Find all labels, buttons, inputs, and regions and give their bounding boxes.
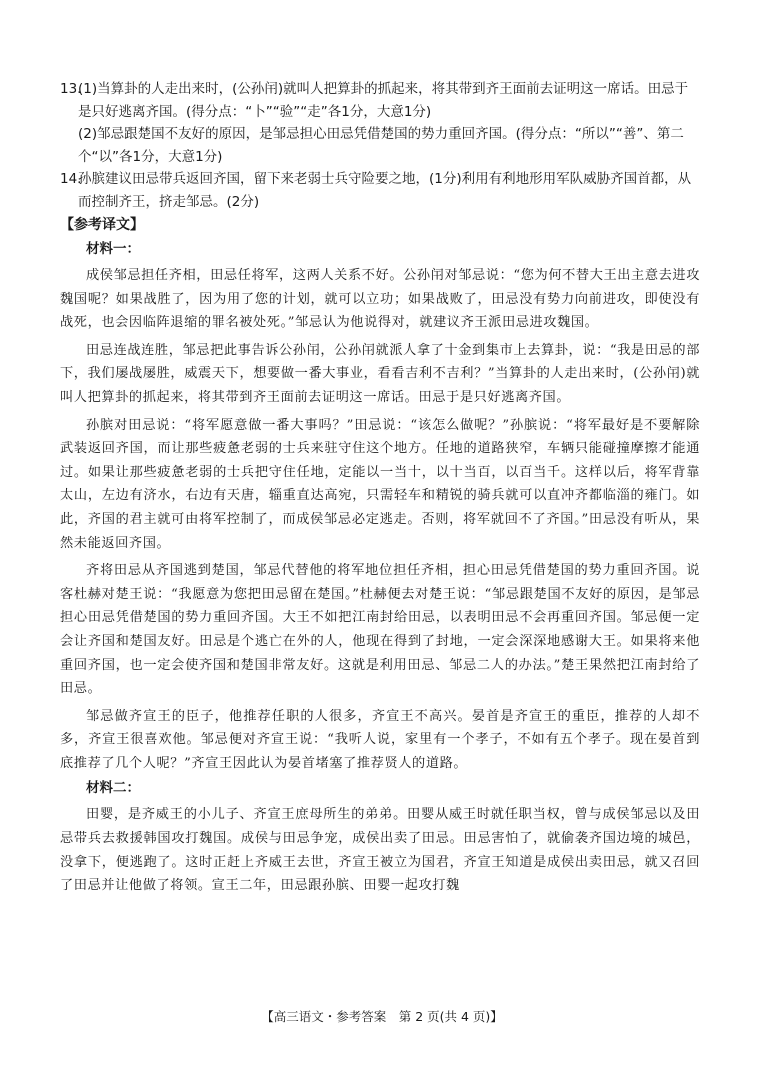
material2-paragraph: 田婴，是齐威王的小儿子、齐宣王庶母所生的弟弟。田婴从威王时就任职当权，曾与成侯邹忌以及田忌带兵去救援韩国攻打魏国。成侯与田忌争宠，成侯出卖了田忌。田忌害怕了，就偷袭齐国边境的城邑，没拿下，便逃跑了。这时正赶上齐威王去世，齐宣王被立为国君，齐宣王知道是成侯出卖田忌，就又召回了田忌并让他做了将领。宣王二年，田忌跟孙膑、田婴一起攻打魏 [60,807,700,894]
material1-title: 材料一： [86,241,140,257]
question-number-14: 14. [60,171,82,187]
answer-q13-part1 [60,78,700,123]
answer-q14-text: 孙膑建议田忌带兵返回齐国，留下来老弱士兵守险要之地，(1分)利用有利地形用军队威胁齐国首都，从而控制齐王，挤走邹忌。(2分) [78,171,692,210]
translation-heading: 【参考译文】 [60,217,144,233]
material1-paragraph: 齐将田忌从齐国逃到楚国，邹忌代替他的将军地位担任齐相，担心田忌凭借楚国的势力重回齐国。说客杜赫对楚王说：“我愿意为您把田忌留在楚国。”杜赫便去对楚王说：“邹忌跟楚国不友好的原因，是邹忌担心田忌凭借楚国的势力重回齐国。大王不如把江南封给田忌，以表明田忌不会再重回齐国。邹忌便一定会让齐国和楚国友好。田忌是个逃亡在外的人，他现在得到了封地，一定会深深地感谢大王。如果将来他重回齐国，也一定会使齐国和楚国非常友好。这就是利用田忌、邹忌二人的办法。”楚王果然把江南封给了田忌。 [60,563,700,697]
answer-q13 [60,78,700,168]
answer-q14 [60,168,700,213]
page-footer: 【高三语文・参考答案 第 2 页(共 4 页)】 [261,1009,503,1024]
material1-paragraph: 成侯邹忌担任齐相，田忌任将军，这两人关系不好。公孙闬对邹忌说：“您为何不替大王出主意去进攻魏国呢？如果战胜了，因为用了您的计划，就可以立功；如果战败了，田忌没有势力向前进攻，即使没有战死，也会因临阵退缩的罪名被处死。”邹忌认为他说得对，就建议齐王派田忌进攻魏国。 [60,268,700,331]
material1-paragraph: 邹忌做齐宣王的臣子，他推荐任职的人很多，齐宣王不高兴。晏首是齐宣王的重臣，推荐的人却不多，齐宣王很喜欢他。邹忌便对齐宣王说：“我听人说，家里有一个孝子，不如有五个孝子。现在晏首到底推荐了几个人呢？”齐宣王因此认为晏首堵塞了推荐贤人的道路。 [60,708,700,771]
answer-q14-body [60,168,700,213]
answer-q13-line1: (1)当算卦的人走出来时，(公孙闬)就叫人把算卦的抓起来，将其带到齐王面前去证明这一席话。田忌于是只好逃离齐国。(得分点：“卜”“验”“走”各1分，大意1分) [78,81,689,120]
material1-paragraph: 孙膑对田忌说：“将军愿意做一番大事吗？”田忌说：“该怎么做呢？”孙膑说：“将军最好是不要解除武装返回齐国，而让那些疲惫老弱的士兵来驻守住这个地方。任地的道路狭窄，车辆只能碰撞摩擦才能通过。如果让那些疲惫老弱的士兵把守住任地，定能以一当十，以十当百，以百当千。这样以后，将军背靠太山，左边有济水，右边有天唐，辎重直达高宛，只需轻车和精锐的骑兵就可以直冲齐都临淄的雍门。如此，齐国的君主就可由将军控制了，而成侯邹忌必定逃走。否则，将军就回不了齐国。”田忌没有听从，果然未能返回齐国。 [60,417,700,551]
material1-paragraph: 田忌连战连胜，邹忌把此事告诉公孙闬，公孙闬就派人拿了十金到集市上去算卦，说：“我是田忌的部下，我们屡战屡胜，威震天下，想要做一番大事业，看看吉利不吉利？”当算卦的人走出来时，(公孙闬)就叫人把算卦的抓起来，将其带到齐王面前去证明这一席话。田忌于是只好逃离齐国。 [60,342,700,405]
question-number-13: 13. [60,81,82,97]
answer-q13-line2: (2)邹忌跟楚国不友好的原因，是邹忌担心田忌凭借楚国的势力重回齐国。(得分点：“所以”“善”、第二个“以”各1分，大意1分) [78,126,684,165]
material2-title: 材料二： [86,780,140,797]
page-content [60,78,700,898]
